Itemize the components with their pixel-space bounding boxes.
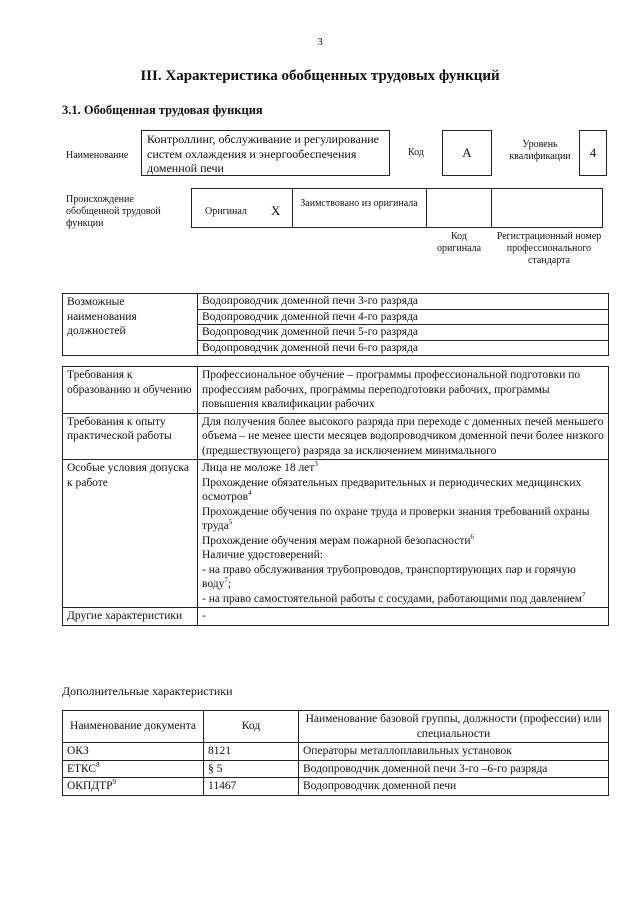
header-doc: Наименование документа [63, 711, 204, 743]
special-line: Наличие удостоверений: [202, 549, 323, 561]
positions-list [198, 294, 609, 356]
header-code: Код [204, 711, 299, 743]
special-line: Прохождение обязательных предварительных и периодических медицинских осмотров$^4$ [202, 476, 582, 503]
row-name: Водопроводчик доменной печи 3-го –6-го разряда [299, 760, 609, 778]
row-name: Операторы металлоплавильных установок [299, 743, 609, 761]
code-value: A [462, 145, 472, 160]
row-doc: ОКПДТР$^9$ [63, 778, 204, 796]
special-line: Прохождение обучения по охране труда и проверки знания требований охраны труда$^5$ [202, 505, 590, 532]
reg-number-label: Регистрационный номер профессионального стандарта [496, 231, 602, 266]
experience-label: Требования к опыту практической работы [63, 413, 198, 460]
level-label: Уровень квалификации [509, 139, 571, 162]
other-value: - [198, 608, 609, 626]
level-box [579, 130, 607, 176]
additional-table [62, 710, 609, 796]
origin-label: Происхождение обобщенной трудовой функции [66, 194, 161, 229]
special-line: Прохождение обучения мерам пожарной безопасности$^6$ [202, 532, 475, 547]
row-code: 11467 [204, 778, 299, 796]
additional-title: Дополнительные характеристики [62, 684, 233, 698]
position-item: Водопроводчик доменной печи 5-го разряда [198, 325, 608, 341]
origin-divider-2 [426, 188, 427, 228]
special-value [198, 460, 609, 608]
origin-divider-1 [292, 188, 293, 228]
table-row [63, 760, 609, 778]
section-title: III. Характеристика обобщенных трудовых функций [140, 68, 500, 84]
position-item: Водопроводчик доменной печи 4-го разряда [198, 310, 608, 326]
row-name: Водопроводчик доменной печи [299, 778, 609, 796]
original-mark: X [271, 203, 281, 218]
row-code: § 5 [204, 760, 299, 778]
education-label: Требования к образованию и обучению [63, 367, 198, 414]
subsection-title: 3.1. Обобщенная трудовая функция [62, 103, 263, 117]
row-doc: ОКЗ [63, 743, 204, 761]
function-name-value: Контроллинг, обслуживание и регулирование систем охлаждения и энергообеспечения доменной печи [147, 132, 379, 175]
experience-value: Для получения более высокого разряда при переходе с доменных печей меньшего объема – не менее шести месяцев водопроводчиком доменной печи более низкого (предшествующего) разряда за исключением минимального [198, 413, 609, 460]
special-line: - на право самостоятельной работы с сосудами, работающими под давлением$^7$ [202, 590, 586, 605]
function-name-box [141, 130, 390, 176]
code-original-label: Код оригинала [436, 231, 482, 254]
positions-table [62, 293, 609, 356]
special-line: - на право обслуживания трубопроводов, транспортирующих пар и горячую воду$^7$; [202, 563, 576, 590]
table-row [63, 778, 609, 796]
education-value: Профессиональное обучение – программы профессиональной подготовки по профессиям рабочих, программы переподготовки рабочих, программы повышения квалификации рабочих [198, 367, 609, 414]
other-label: Другие характеристики [63, 608, 198, 626]
row-doc: ЕТКС$^8$ [63, 760, 204, 778]
row-code: 8121 [204, 743, 299, 761]
position-item: Водопроводчик доменной печи 6-го разряда [202, 341, 419, 354]
positions-label: Возможные наименования должностей [63, 294, 198, 356]
position-item: Водопроводчик доменной печи 3-го разряда [198, 294, 608, 310]
level-value: 4 [589, 145, 597, 160]
requirements-table [62, 366, 609, 626]
special-line: Лица не моложе 18 лет$^3$ [202, 460, 318, 474]
original-label: Оригинал [205, 206, 247, 217]
borrowed-label: Заимствовано из оригинала [300, 198, 418, 209]
page-number: 3 [317, 36, 323, 48]
special-label: Особые условия допуска к работе [63, 460, 198, 608]
name-label: Наименование [66, 150, 129, 161]
origin-divider-3 [491, 188, 492, 228]
code-box [442, 130, 492, 176]
table-row [63, 743, 609, 761]
code-label: Код [408, 147, 424, 158]
header-name: Наименование базовой группы, должности (профессии) или специальности [299, 711, 609, 743]
